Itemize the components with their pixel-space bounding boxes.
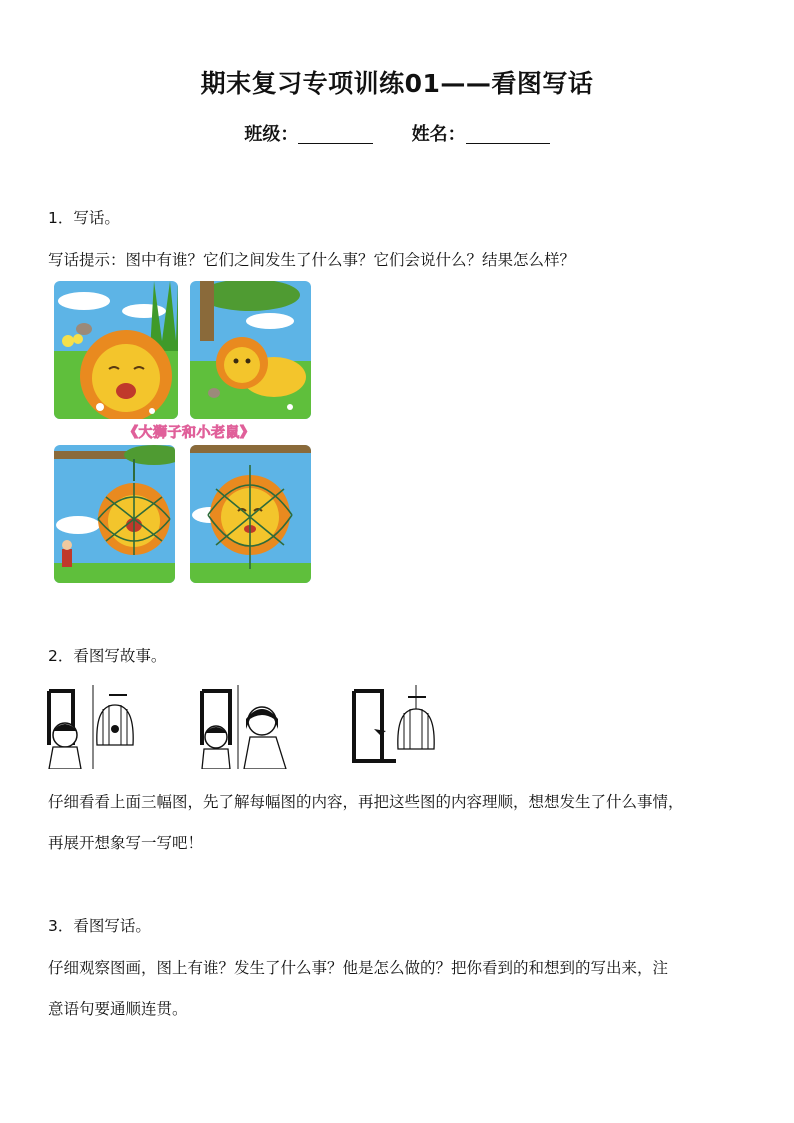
lion-panel-2 bbox=[190, 281, 311, 419]
name-blank-line[interactable] bbox=[466, 125, 550, 144]
question-1-title: 1．写话。 bbox=[48, 209, 120, 227]
question-3-title: 3．看图写话。 bbox=[48, 917, 151, 935]
boy-window-birdcage-sketch bbox=[47, 685, 137, 769]
lion-sleeping-closeup-illustration bbox=[54, 281, 178, 419]
story-caption: 《大狮子和小老鼠》 bbox=[124, 425, 255, 441]
sketch-1 bbox=[47, 685, 137, 773]
question-1-hint: 写话提示：图中有谁？它们之间发生了什么事？它们会说什么？结果怎么样？ bbox=[48, 251, 576, 269]
question-2-text-line-1: 仔细看看上面三幅图，先了解每幅图的内容，再把这些图的内容理顺，想想发生了什么事情， bbox=[48, 793, 684, 811]
lion-panel-1 bbox=[54, 281, 178, 419]
sketch-2 bbox=[200, 685, 290, 773]
lion-panel-4 bbox=[190, 445, 311, 583]
class-blank-line[interactable] bbox=[298, 125, 373, 144]
name-field bbox=[412, 120, 550, 146]
question-2-text-line-2: 再展开想象写一写吧！ bbox=[48, 834, 204, 852]
lion-panel-3 bbox=[54, 445, 175, 583]
lion-trapped-in-net-illustration bbox=[54, 445, 175, 583]
name-label: 姓名： bbox=[411, 124, 466, 145]
student-info bbox=[0, 120, 794, 146]
sketch-3 bbox=[352, 685, 442, 773]
empty-birdcage-window-sketch bbox=[352, 685, 442, 769]
question-3-text-line-1: 仔细观察图画，图上有谁？发生了什么事？他是怎么做的？把你看到的和想到的写出来，注 bbox=[48, 959, 669, 977]
page-title: 期末复习专项训练01——看图写话 bbox=[200, 69, 594, 98]
class-label: 班级： bbox=[244, 124, 299, 145]
lion-and-mouse-illustration bbox=[190, 281, 311, 419]
boy-and-girl-window-sketch bbox=[200, 685, 290, 769]
question-3-text-line-2: 意语句要通顺连贯。 bbox=[48, 1000, 188, 1018]
lion-in-net-closeup-illustration bbox=[190, 445, 311, 583]
class-field bbox=[244, 120, 373, 146]
question-2-title: 2．看图写故事。 bbox=[48, 647, 167, 665]
